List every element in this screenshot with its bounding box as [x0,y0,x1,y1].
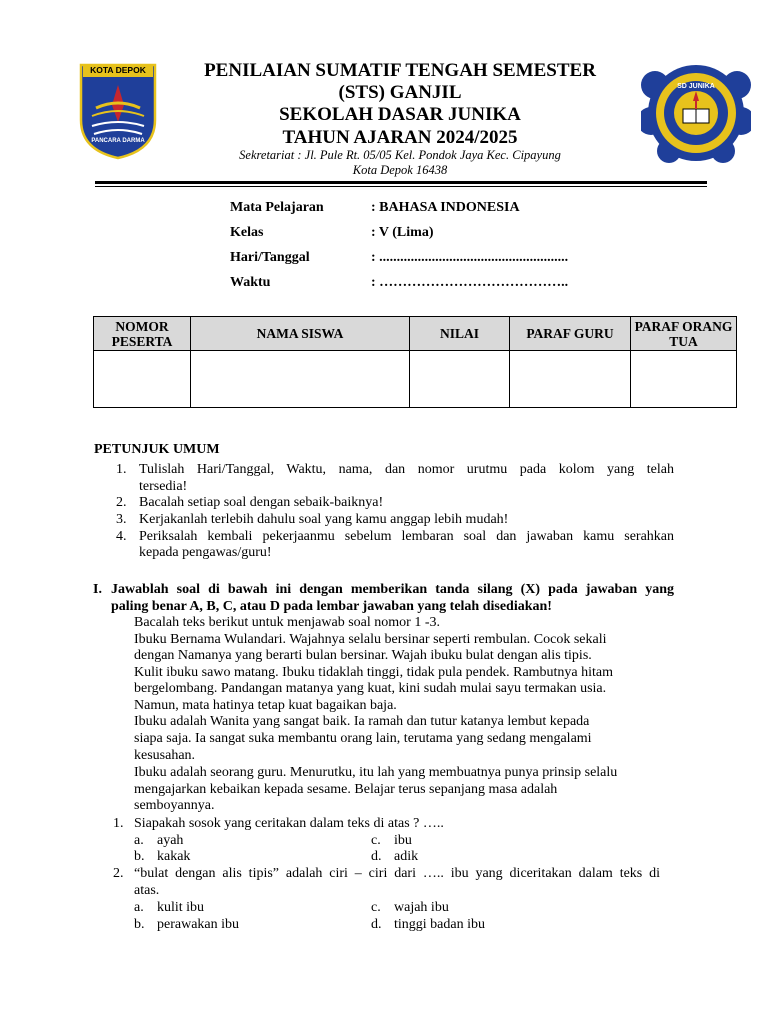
passage-line: Ibuku Bernama Wulandari. Wajahnya selalu bersinar seperti rembulan. Cocok sekali [134,631,607,647]
option-text: ibu [394,832,412,848]
list-item: Tulislah Hari/Tanggal, Waktu, nama, dan nomor urutmu pada kolom yang telah [139,462,674,477]
address-line-1: Sekretariat : Jl. Pule Rt. 05/05 Kel. Pondok Jaya Kec. Cipayung [239,148,561,162]
passage-line: Kulit ibuku sawo matang. Ibuku tidaklah tinggi, tidak pula pendek. Rambutnya hitam [134,664,614,680]
info-label-time: Waktu [230,275,271,290]
option-letter: d. [371,849,382,864]
header-line-3: SEKOLAH DASAR JUNIKA [279,104,521,125]
option-text: wajah ibu [394,900,449,915]
option-letter: c. [371,832,381,848]
option-text: kulit ibu [157,900,205,915]
student-info-table [93,316,737,408]
cell-nilai[interactable] [410,351,510,408]
passage-line: Ibuku adalah Wanita yang sangat baik. Ia ramah dan tutur katanya lembut kepada [134,714,590,729]
list-item-cont: kepada pengawas/guru! [139,545,272,560]
list-item: Periksalah kembali pekerjaanmu sebelum lembaran soal dan jawaban kamu serahkan [139,528,674,544]
question-text: “bulat dengan alis tipis” adalah ciri – ciri dari ….. ibu yang diceritakan dalam teks di [134,866,660,881]
passage-line: dengan Namanya yang berarti bulan bersinar. Wajah ibuku bulat dengan alis tipis. [134,648,592,663]
header-line-4: TAHUN AJARAN 2024/2025 [282,127,518,148]
info-value-class: : V (Lima) [371,225,434,240]
question-number: 1. [113,816,124,831]
list-number: 1. [116,462,127,477]
kota-depok-logo [78,60,158,160]
col-nilai: NILAI [410,317,510,351]
list-item-cont: tersedia! [139,478,188,494]
question-text: Siapakah sosok yang ceritakan dalam teks di atas ? ….. [134,816,444,831]
header-divider-thin [95,186,707,187]
info-label-class: Kelas [230,225,264,240]
header-line-1: PENILAIAN SUMATIF TENGAH SEMESTER [204,60,596,81]
col-paraf-orang-tua: PARAF ORANG TUA [631,317,737,351]
option-letter: b. [134,916,145,932]
info-label-subject: Mata Pelajaran [230,200,324,215]
option-letter: d. [371,916,382,932]
cell-paraf-guru[interactable] [510,351,631,408]
info-value-time: : ………………………………….. [371,275,569,290]
info-value-date: : ...................................................... [371,250,569,265]
header-divider-thick [95,181,707,184]
passage-line: Ibuku adalah seorang guru. Menurutku, itu lah yang membuatnya punya prinsip selalu [134,765,618,780]
option-text: perawakan ibu [157,916,240,932]
logo-text: SD JUNIKA [677,83,715,90]
col-nomor-peserta: NOMOR PESERTA [94,317,191,351]
list-number: 2. [116,495,127,510]
col-nama-siswa: NAMA SISWA [191,317,410,351]
info-label-date: Hari/Tanggal [230,250,310,265]
logo-text-bottom: PANCARA DARMA [91,138,145,144]
option-letter: a. [134,832,144,848]
logo-text-top: KOTA DEPOK [90,65,146,75]
col-paraf-guru: PARAF GURU [510,317,631,351]
option-letter: a. [134,900,144,915]
sd-junika-logo [641,63,751,163]
option-text: adik [394,849,419,864]
section-instruction: Jawablah soal di bawah ini dengan memberikan tanda silang (X) pada jawaban yang [111,582,674,597]
list-number: 3. [116,512,127,527]
passage-line: Namun, mata hatinya tetap kuat bagaikan baja. [134,697,397,713]
header-line-2: (STS) GANJIL [338,82,462,103]
cell-nomor-peserta[interactable] [94,351,191,408]
question-text-cont: atas. [134,882,160,898]
option-letter: b. [134,849,145,864]
list-number: 4. [116,528,127,544]
passage-line: bergelombang. Pandangan matanya yang kuat, kini sudah mulai sayu termakan usia. [134,681,607,696]
section-number: I. [93,582,102,597]
passage-line: mengajarkan kebaikan kepada sesame. Belajar terus sepanjang masa adalah [134,781,558,797]
passage-line: siapa saja. Ia sangat suka membantu orang lain, terutama yang sedang mengalami [134,731,592,746]
passage-line: Bacalah teks berikut untuk menjawab soal nomor 1 -3. [134,615,440,630]
section-instruction-cont: paling benar A, B, C, atau D pada lembar jawaban yang telah disediakan! [111,598,552,614]
list-item: Kerjakanlah terlebih dahulu soal yang kamu anggap lebih mudah! [139,512,509,527]
option-text: ayah [157,832,184,848]
address-line-2: Kota Depok 16438 [352,163,448,177]
question-number: 2. [113,866,124,881]
option-letter: c. [371,900,381,915]
option-text: tinggi badan ibu [394,916,485,932]
petunjuk-title: PETUNJUK UMUM [94,442,220,457]
cell-nama-siswa[interactable] [191,351,410,408]
passage-line: semboyannya. [134,798,215,813]
list-item: Bacalah setiap soal dengan sebaik-baiknya! [139,495,384,510]
info-value-subject: : BAHASA INDONESIA [371,200,520,215]
cell-paraf-orang-tua[interactable] [631,351,737,408]
option-text: kakak [157,849,191,864]
passage-line: kesusahan. [134,748,196,763]
